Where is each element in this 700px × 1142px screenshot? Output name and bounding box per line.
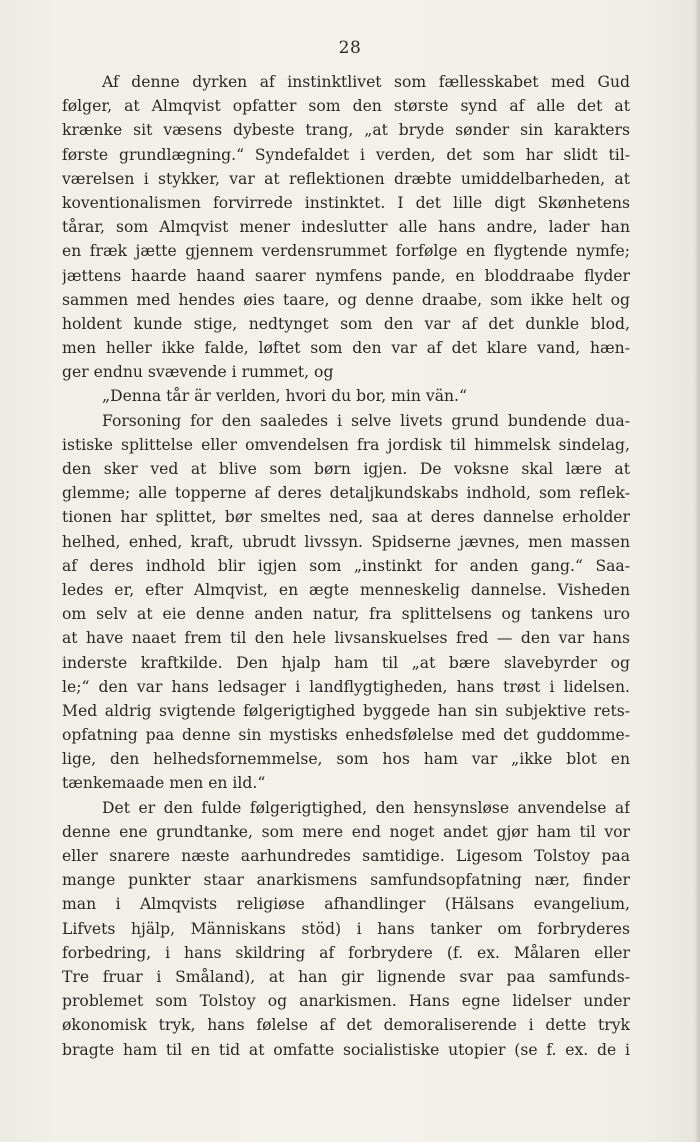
text-line: bragte ham til en tid at omfatte socialistiske utopier (se f. ex. de i (62, 1040, 630, 1059)
text-line: opfatning paa denne sin mystisks enhedsfølelse med det guddomme- (62, 726, 630, 745)
text-line: krænke sit væsens dybeste trang, „at bryde sønder sin karakters (62, 121, 630, 140)
text-line: istiske splittelse eller omvendelsen fra jordisk til himmelsk sindelag, (62, 435, 630, 454)
text-line: om selv at eie denne anden natur, fra splittelsens og tankens uro (62, 605, 630, 624)
text-line: økonomisk tryk, hans følelse af det demoraliserende i dette tryk (62, 1016, 630, 1035)
text-line: glemme; alle topperne af deres detaljkundskabs indhold, som reflek- (62, 484, 630, 503)
text-line: helhed, enhed, kraft, ubrudt livssyn. Spidserne jævnes, men massen (62, 532, 630, 551)
text-line: forbedring, i hans skildring af forbrydere (f. ex. Målaren eller (62, 943, 630, 962)
text-line: inderste kraftkilde. Den hjalp ham til „at bære slavebyrder og (62, 653, 630, 672)
text-line: koventionalismen forvirrede instinktet. I det lille digt Skønhetens (62, 193, 630, 212)
text-line: sammen med hendes øies taare, og denne draabe, som ikke helt og (62, 290, 630, 309)
text-line: Det er den fulde følgerigtighed, den hensynsløse anvendelse af (102, 798, 630, 817)
text-line: „Denna tår är verlden, hvori du bor, min vän.“ (102, 387, 467, 406)
text-line: Af denne dyrken af instinktlivet som fællesskabet med Gud (102, 73, 630, 91)
text-line: tionen har splittet, bør smeltes ned, saa at deres dannelse erholder (62, 508, 630, 527)
text-line: Med aldrig svigtende følgerigtighed byggede han sin subjektive rets- (62, 701, 630, 720)
text-line: holdent kunde stige, nedtynget som den var af det dunkle blod, (62, 314, 630, 333)
text-line: men heller ikke falde, løftet som den var af det klare vand, hæn- (62, 339, 630, 358)
text-line: denne ene grundtanke, som mere end noget andet gjør ham til vor (62, 822, 630, 841)
text-line: en fræk jætte gjennem verdensrummet forfølge en flygtende nymfe; (62, 242, 630, 261)
text-line: første grundlægning.“ Syndefaldet i verden, det som har slidt til- (62, 145, 630, 164)
text-line: Lifvets hjälp, Människans stöd) i hans tanker om forbryderes (62, 919, 630, 938)
text-line: af deres indhold blir igjen som „instinkt for anden gang.“ Saa- (62, 556, 630, 575)
text-line: le;“ den var hans ledsager i landflygtigheden, hans trøst i lidelsen. (62, 677, 630, 696)
text-line: man i Almqvists religiøse afhandlinger (Hälsans evangelium, (62, 895, 630, 914)
text-line: ger endnu svævende i rummet, og (62, 363, 334, 382)
text-line: Forsoning for den saaledes i selve livets grund bundende dua- (102, 411, 630, 430)
page-edge-shadow (694, 0, 700, 1142)
text-line: Tre fruar i Småland), at han gir lignende svar paa samfunds- (62, 967, 630, 986)
body-text (62, 70, 630, 1062)
text-line: den sker ved at blive som børn igjen. De voksne skal lære at (62, 460, 630, 478)
text-line: følger, at Almqvist opfatter som den største synd af alle det at (62, 97, 630, 116)
text-line: ledes er, efter Almqvist, en ægte menneskelig dannelse. Visheden (62, 580, 630, 599)
text-line: tårar, som Almqvist mener indeslutter alle hans andre, lader han (62, 218, 630, 237)
text-line: værelsen i stykker, var at reflektionen dræbte umiddelbarheden, at (62, 169, 630, 188)
page-number: 28 (338, 38, 362, 58)
text-line: jættens haarde haand saarer nymfens pande, en bloddraabe flyder (62, 266, 630, 285)
text-line: eller snarere næste aarhundredes samtidige. Ligesom Tolstoy paa (62, 847, 630, 865)
text-line: problemet som Tolstoy og anarkismen. Hans egne lidelser under (62, 992, 630, 1011)
text-line: at have naaet frem til den hele livsanskuelses fred — den var hans (62, 629, 630, 648)
text-line: lige, den helhedsfornemmelse, som hos ham var „ikke blot en (62, 750, 630, 769)
text-line: mange punkter staar anarkismens samfundsopfatning nær, finder (62, 871, 630, 890)
text-line: tænkemaade men en ild.“ (62, 774, 266, 793)
